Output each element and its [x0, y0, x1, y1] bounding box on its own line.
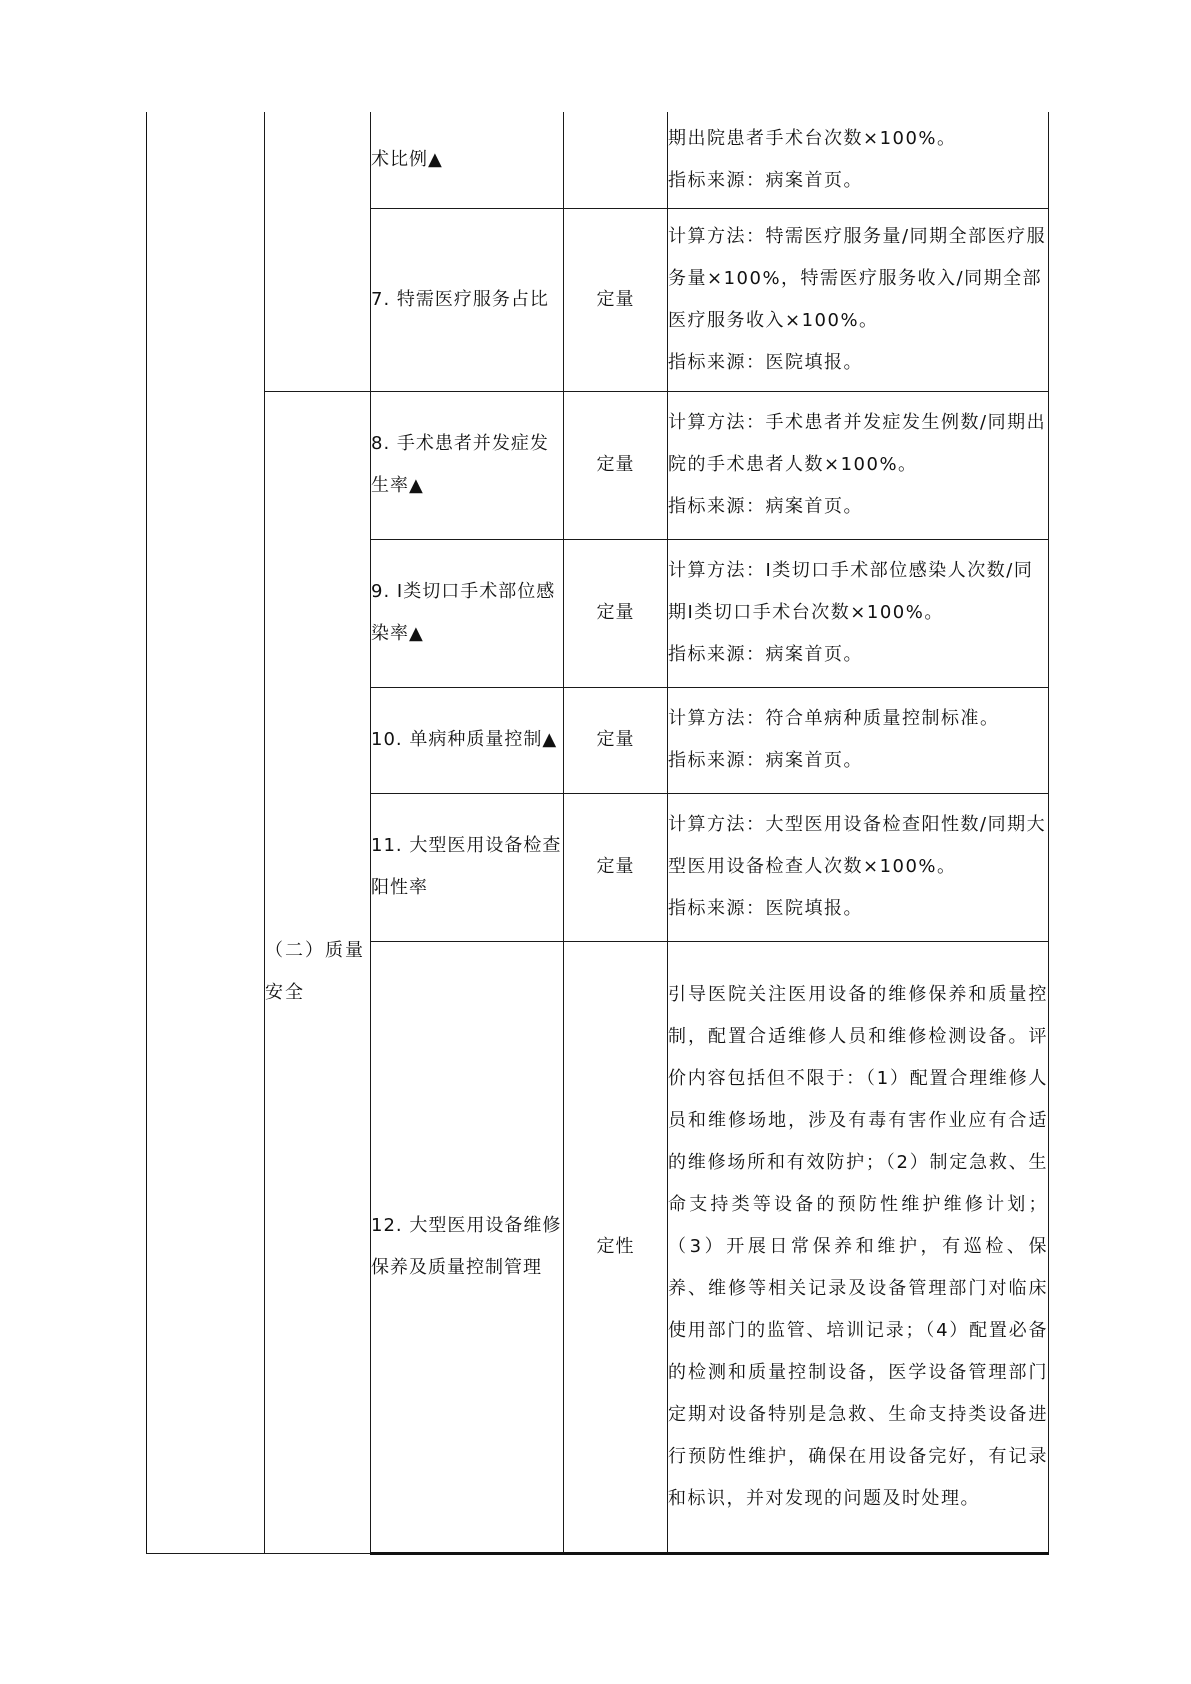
indicator-type: 定性	[564, 941, 668, 1553]
indicator-description	[668, 391, 1049, 539]
indicator-name: 9. Ⅰ类切口手术部位感染率▲	[371, 539, 564, 687]
category-label: （二）质量安全	[265, 940, 365, 1003]
description-line: 计算方法：特需医疗服务量/同期全部医疗服务量×100%，特需医疗服务收入/同期全部医疗服务收入×100%。	[668, 225, 1047, 331]
indicator-description	[668, 208, 1049, 391]
indicator-type: 定量	[564, 208, 668, 391]
indicator-type: 定量	[564, 391, 668, 539]
source-line: 指标来源：病案首页。	[668, 496, 863, 517]
indicator-name: 11. 大型医用设备检查阳性率	[371, 793, 564, 941]
source-line: 指标来源：病案首页。	[668, 750, 863, 771]
indicator-type: 定量	[564, 793, 668, 941]
indicator-table	[146, 112, 1049, 1555]
source-line: 指标来源：病案首页。	[668, 644, 863, 665]
table-row	[147, 391, 1049, 539]
indicator-description	[668, 539, 1049, 687]
indicator-description	[668, 941, 1049, 1553]
description-line: 计算方法：大型医用设备检查阳性数/同期大型医用设备检查人次数×100%。	[668, 814, 1047, 877]
indicator-name: 术比例▲	[371, 112, 564, 208]
indicator-description	[668, 112, 1049, 208]
level1-cell	[147, 112, 265, 1553]
indicator-name: 12. 大型医用设备维修保养及质量控制管理	[371, 941, 564, 1553]
table-row	[147, 112, 1049, 208]
description-line: 计算方法：Ⅰ类切口手术部位感染人次数/同期Ⅰ类切口手术台次数×100%。	[668, 560, 1034, 623]
source-line: 指标来源：医院填报。	[668, 351, 863, 373]
indicator-name: 7. 特需医疗服务占比	[371, 208, 564, 391]
source-line: 指标来源：病案首页。	[668, 169, 863, 191]
indicator-type	[564, 112, 668, 208]
indicator-description	[668, 793, 1049, 941]
indicator-type: 定量	[564, 539, 668, 687]
description-line: 计算方法：符合单病种质量控制标准。	[668, 708, 1000, 729]
description-line: 计算方法：手术患者并发症发生例数/同期出院的手术患者人数×100%。	[668, 412, 1047, 475]
category-cell	[265, 391, 371, 1553]
indicator-type: 定量	[564, 687, 668, 793]
level2-cell	[265, 112, 371, 391]
source-line: 指标来源：医院填报。	[668, 898, 863, 919]
description-paragraph: 引导医院关注医用设备的维修保养和质量控制，配置合适维修人员和维修检测设备。评价内容包括但不限于：（1）配置合理维修人员和维修场地，涉及有毒有害作业应有合适的维修场所和有效防护；（2）制定急救、生命支持类等设备的预防性维护维修计划；（3）开展日常保养和维护，有巡检、保养、维修等相关记录及设备管理部门对临床使用部门的监管、培训记录；（4）配置必备的检测和质量控制设备，医学设备管理部门定期对设备特别是急救、生命支持类设备进行预防性维护，确保在用设备完好，有记录和标识，并对发现的问题及时处理。	[668, 983, 1048, 1509]
indicator-description	[668, 687, 1049, 793]
indicator-name: 10. 单病种质量控制▲	[371, 687, 564, 793]
description-line: 期出院患者手术台次数×100%。	[668, 127, 957, 149]
indicator-name: 8. 手术患者并发症发生率▲	[371, 391, 564, 539]
